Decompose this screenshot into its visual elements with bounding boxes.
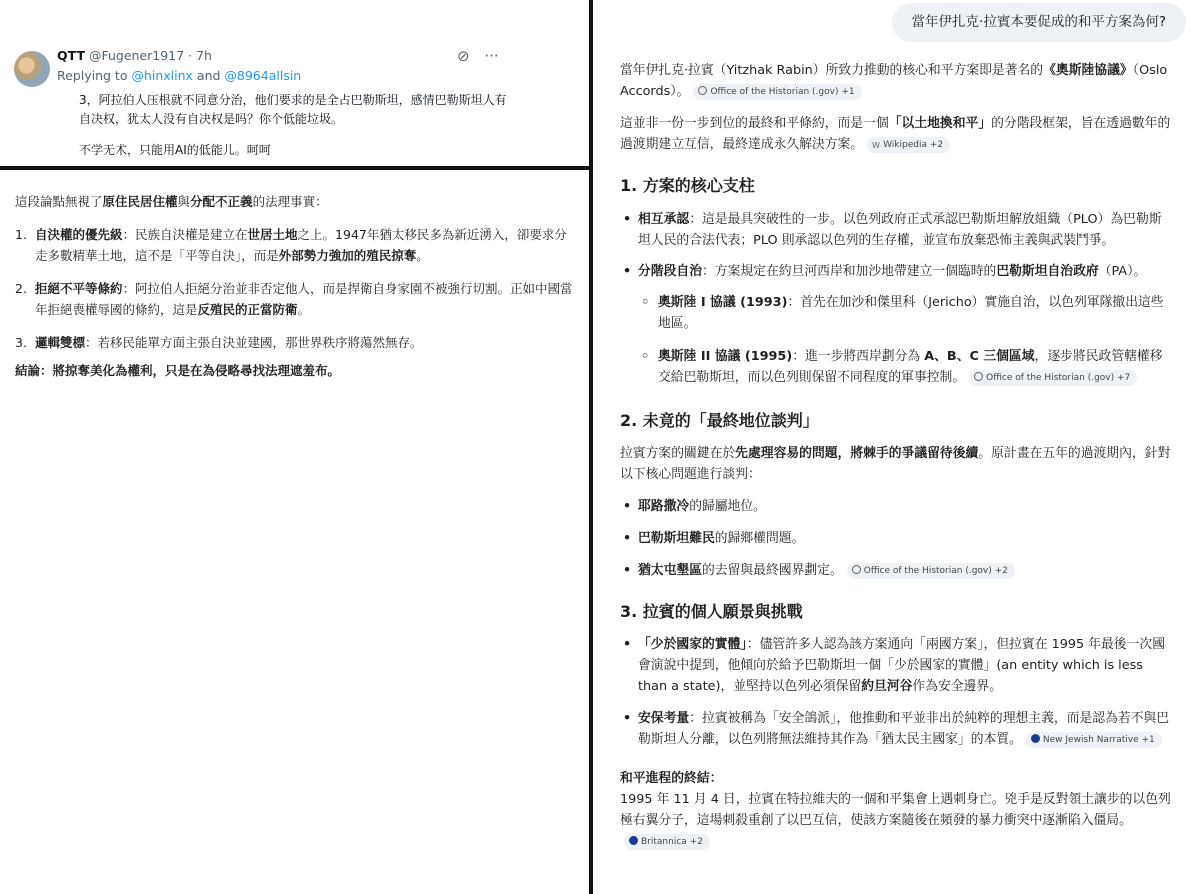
section-heading-1: 1. 方案的核心支柱 xyxy=(620,176,755,195)
end-heading: 和平進程的終結： xyxy=(620,771,723,786)
reply-prefix: Replying to xyxy=(57,68,132,83)
globe-icon xyxy=(852,565,861,574)
list-item: ◦ 奧斯陸 II 協議 (1995)：進一步將西岸劃分為 A、B、C 三個區域，逐步將民政管轄權移交給巴勒斯坦，而以色列則保留不同程度的軍事控制。 Office of the Historian (.gov) +7 xyxy=(620,346,1174,388)
ai-chat-panel xyxy=(593,0,1199,894)
avatar[interactable] xyxy=(14,51,50,87)
list-item: 2. 拒絕不平等條約：阿拉伯人拒絕分治並非否定他人，而是捍衛自身家園不被強行切割。正如中國當年拒絕喪權辱國的條約，這是反殖民的正當防衛。 xyxy=(15,281,573,317)
source-chip[interactable]: Office of the Historian (.gov) +7 xyxy=(969,370,1137,386)
reply-and: and xyxy=(192,68,225,83)
more-icon[interactable]: ··· xyxy=(484,47,499,65)
ai-para-3: 拉賓方案的關鍵在於先處理容易的問題，將棘手的爭議留待後續。原計畫在五年的過渡期內，針對以下核心問題進行談判： xyxy=(620,446,1171,482)
reply-intro: 這段論點無視了原住民居住權與分配不正義的法理事實： xyxy=(15,194,328,209)
source-chip[interactable]: Office of the Historian (.gov) +1 xyxy=(693,84,861,100)
section-1-list xyxy=(620,209,1174,282)
grok-icon[interactable]: ⊘ xyxy=(457,47,470,65)
tweet-text-2: 不学无术，只能用AI的低能儿。呵呵 xyxy=(79,143,271,157)
source-chip[interactable]: Britannica +2 xyxy=(624,834,710,850)
ai-response xyxy=(620,60,1174,852)
list-item: • 安保考量：拉賓被稱為「安全鴿派」，他推動和平並非出於純粹的理想主義，而是認為若不與巴勒斯坦人分離，以色列將無法維持其作為「猶太民主國家」的本質。 New Jewish Narrative +1 xyxy=(620,708,1174,750)
tweet-actions xyxy=(457,47,509,65)
reply-list xyxy=(15,224,575,365)
list-item: 1. 自決權的優先級：民族自決權是建立在世居土地之上。1947年猶太移民多為新近湧入，卻要求分走多數精華土地，這不是「平等自決」，而是外部勢力強加的殖民掠奪。 xyxy=(15,227,567,263)
wikipedia-icon: W xyxy=(872,140,881,150)
user-question-bubble: 當年伊扎克·拉賓本要促成的和平方案為何? xyxy=(892,3,1186,42)
source-chip[interactable]: Office of the Historian (.gov) +2 xyxy=(847,563,1015,579)
section-2-list xyxy=(620,496,1174,581)
source-logo-icon xyxy=(1031,734,1040,743)
section-1-sublist xyxy=(620,292,1174,388)
source-logo-icon xyxy=(629,836,638,845)
mention-hinxlinx[interactable]: @hinxlinx xyxy=(131,68,193,83)
section-3-list xyxy=(620,634,1174,750)
list-item: ◦ 奧斯陸 I 協議 (1993)：首先在加沙和傑里科（Jericho）實施自治，以色列軍隊撤出這些地區。 xyxy=(620,292,1174,334)
list-item: • 分階段自治：方案規定在約旦河西岸和加沙地帶建立一個臨時的巴勒斯坦自治政府（PA）。 xyxy=(620,261,1174,282)
list-item: • 巴勒斯坦難民的歸鄉權問題。 xyxy=(620,528,1174,549)
handle-time[interactable]: @Fugener1917 · 7h xyxy=(88,48,212,63)
mention-8964allsin[interactable]: @8964allsin xyxy=(224,68,302,83)
end-paragraph: 1995 年 11 月 4 日，拉賓在特拉維夫的一個和平集會上遇刺身亡。兇手是反對領土讓步的以色列極右翼分子，這場刺殺重創了以巴互信，使該方案隨後在頻發的暴力衝突中逐漸陷入僵局。Britannica +2 xyxy=(620,789,1174,852)
source-chip[interactable]: W Wikipedia +2 xyxy=(867,137,950,153)
globe-icon xyxy=(698,86,707,95)
list-item: 3. 邏輯雙標：若移民能單方面主張自決並建國，那世界秩序將蕩然無存。 xyxy=(15,335,423,350)
display-name[interactable]: QTT xyxy=(57,48,85,63)
list-item: • 猶太屯墾區的去留與最終國界劃定。 Office of the Historian (.gov) +2 xyxy=(620,560,1174,581)
tweet-header xyxy=(57,48,212,63)
section-heading-3: 3. 拉賓的個人願景與挑戰 xyxy=(620,602,803,621)
ai-para-2: 這並非一份一步到位的最終和平條約，而是一個「以土地換和平」的分階段框架，旨在透過數年的過渡期建立互信，最終達成永久解決方案。 W Wikipedia +2 xyxy=(620,116,1171,152)
tweet-panel xyxy=(0,0,589,167)
list-item: • 相互承認：這是最具突破性的一步。以色列政府正式承認巴勒斯坦解放組織（PLO）為巴勒斯坦人民的合法代表；PLO 則承認以色列的生存權，並宣布放棄恐怖主義與武裝鬥爭。 xyxy=(620,209,1174,251)
ai-para-1: 當年伊扎克·拉賓（Yitzhak Rabin）所致力推動的核心和平方案即是著名的《奧斯陸協議》（Oslo Accords）。 Office of the Historian (.gov) +1 xyxy=(620,63,1168,99)
replying-to xyxy=(57,68,301,83)
tweet-text: 3，阿拉伯人压根就不同意分治，他们要求的是全占巴勒斯坦，感情巴勒斯坦人有自决权，犹太人没有自决权是吗？你个低能垃圾。 xyxy=(79,93,507,126)
source-chip[interactable]: New Jewish Narrative +1 xyxy=(1026,732,1162,748)
reply-conclusion: 結論：將掠奪美化為權利，只是在為侵略尋找法理遮羞布。 xyxy=(15,363,341,378)
section-heading-2: 2. 未竟的「最終地位談判」 xyxy=(620,411,819,430)
reply-panel xyxy=(0,170,589,894)
list-item: • 耶路撒冷的歸屬地位。 xyxy=(620,496,1174,517)
globe-icon xyxy=(974,372,983,381)
list-item: • 「少於國家的實體」：儘管許多人認為該方案通向「兩國方案」，但拉賓在 1995 年最後一次國會演說中提到，他傾向於給予巴勒斯坦一個「少於國家的實體」(an entity which is less than a state)，並堅持以色列必須保留約旦河谷作為安全邊界。 xyxy=(620,634,1174,697)
